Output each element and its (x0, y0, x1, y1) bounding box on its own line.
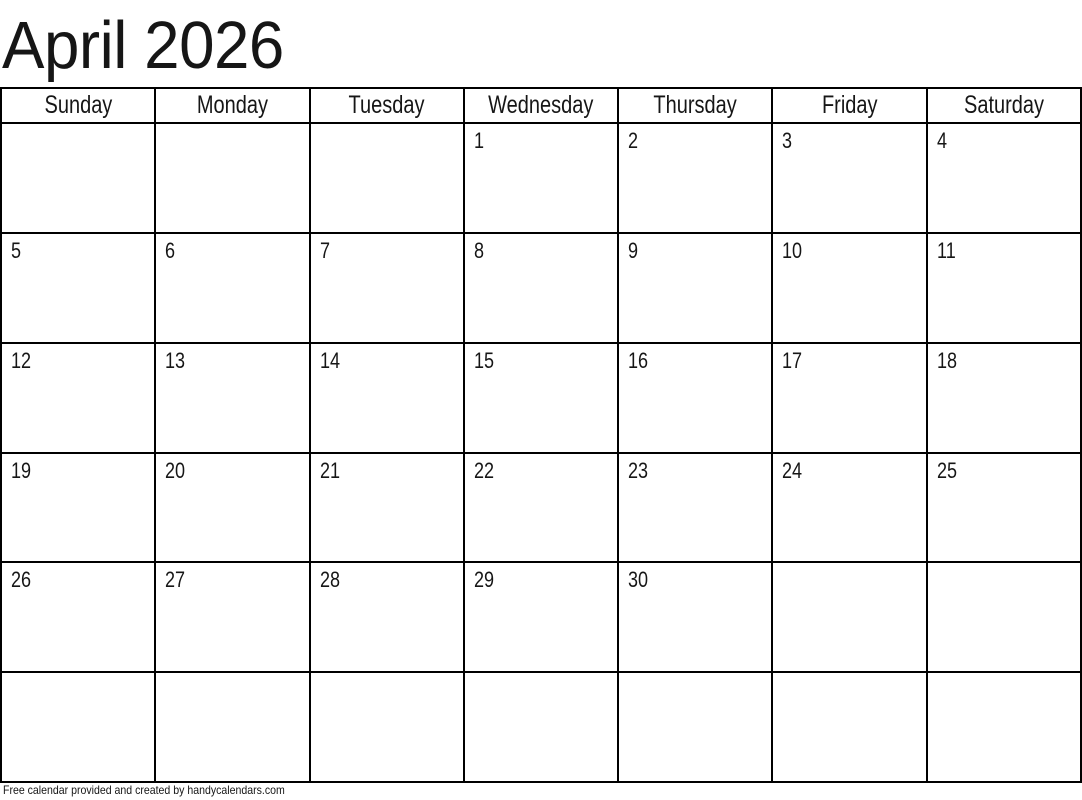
date-number: 2 (628, 128, 639, 153)
date-cell (311, 454, 463, 562)
date-number: 5 (11, 237, 22, 263)
date-cell (311, 234, 463, 342)
date-cell (311, 124, 463, 232)
day-header-tuesday (311, 89, 463, 122)
day-header-label: Thursday (653, 91, 737, 119)
day-header-label: Friday (821, 91, 878, 119)
date-cell (156, 673, 308, 781)
date-number: 7 (319, 237, 330, 263)
date-number: 19 (11, 457, 32, 483)
date-cell (928, 563, 1080, 671)
date-number: 18 (936, 347, 957, 373)
date-number: 4 (936, 128, 947, 153)
footer-credit-text: Free calendar provided and created by handycalendars.com (3, 783, 285, 797)
date-cell (773, 234, 925, 342)
date-cell (928, 673, 1080, 781)
date-cell (311, 563, 463, 671)
date-number: 1 (473, 128, 484, 153)
date-cell (2, 234, 154, 342)
date-cell (773, 454, 925, 562)
date-number: 13 (165, 347, 186, 373)
date-cell (773, 124, 925, 232)
date-cell (619, 563, 771, 671)
day-header-sunday (2, 89, 154, 122)
date-number: 24 (782, 457, 803, 483)
date-cell (928, 234, 1080, 342)
date-cell (156, 563, 308, 671)
date-number: 14 (319, 347, 340, 373)
date-number: 22 (473, 457, 494, 483)
day-header-monday (156, 89, 308, 122)
date-cell (2, 454, 154, 562)
date-cell (465, 344, 617, 452)
date-cell (156, 234, 308, 342)
date-cell (619, 673, 771, 781)
date-cell (311, 673, 463, 781)
date-cell (465, 454, 617, 562)
date-cell (2, 563, 154, 671)
day-header-label: Tuesday (348, 91, 425, 119)
date-cell (465, 563, 617, 671)
day-header-saturday (928, 89, 1080, 122)
date-number: 21 (319, 457, 340, 483)
day-header-label: Wednesday (488, 91, 594, 119)
date-number: 16 (628, 347, 649, 373)
date-number: 12 (11, 347, 32, 373)
day-header-thursday (619, 89, 771, 122)
date-cell (773, 673, 925, 781)
footer-credit (3, 784, 323, 796)
date-cell (156, 344, 308, 452)
date-number: 6 (165, 237, 176, 263)
date-cell (773, 344, 925, 452)
day-header-label: Sunday (44, 91, 113, 119)
date-cell (2, 344, 154, 452)
day-header-wednesday (465, 89, 617, 122)
date-cell (619, 454, 771, 562)
date-number: 10 (782, 237, 803, 263)
date-cell (619, 124, 771, 232)
date-cell (928, 454, 1080, 562)
date-number: 25 (936, 457, 957, 483)
date-number: 3 (782, 128, 793, 153)
date-number: 27 (165, 567, 186, 593)
date-number: 20 (165, 457, 186, 483)
date-cell (465, 234, 617, 342)
date-cell (619, 344, 771, 452)
date-number: 11 (936, 237, 956, 263)
date-cell (619, 234, 771, 342)
page-title: April 2026 (2, 8, 284, 83)
date-cell (2, 124, 154, 232)
date-number: 28 (319, 567, 340, 593)
date-cell (2, 673, 154, 781)
date-number: 17 (782, 347, 803, 373)
date-cell (465, 124, 617, 232)
date-number: 29 (473, 567, 494, 593)
day-header-friday (773, 89, 925, 122)
date-number: 15 (473, 347, 494, 373)
date-number: 26 (11, 567, 32, 593)
date-cell (928, 344, 1080, 452)
date-cell (156, 124, 308, 232)
date-cell (156, 454, 308, 562)
date-number: 9 (628, 237, 639, 263)
day-header-label: Saturday (963, 91, 1044, 119)
date-number: 23 (628, 457, 649, 483)
date-cell (465, 673, 617, 781)
date-number: 30 (628, 567, 649, 593)
date-cell (773, 563, 925, 671)
date-cell (311, 344, 463, 452)
date-cell (928, 124, 1080, 232)
date-number: 8 (473, 237, 484, 263)
day-header-label: Monday (196, 91, 268, 119)
calendar-grid (0, 87, 1082, 783)
